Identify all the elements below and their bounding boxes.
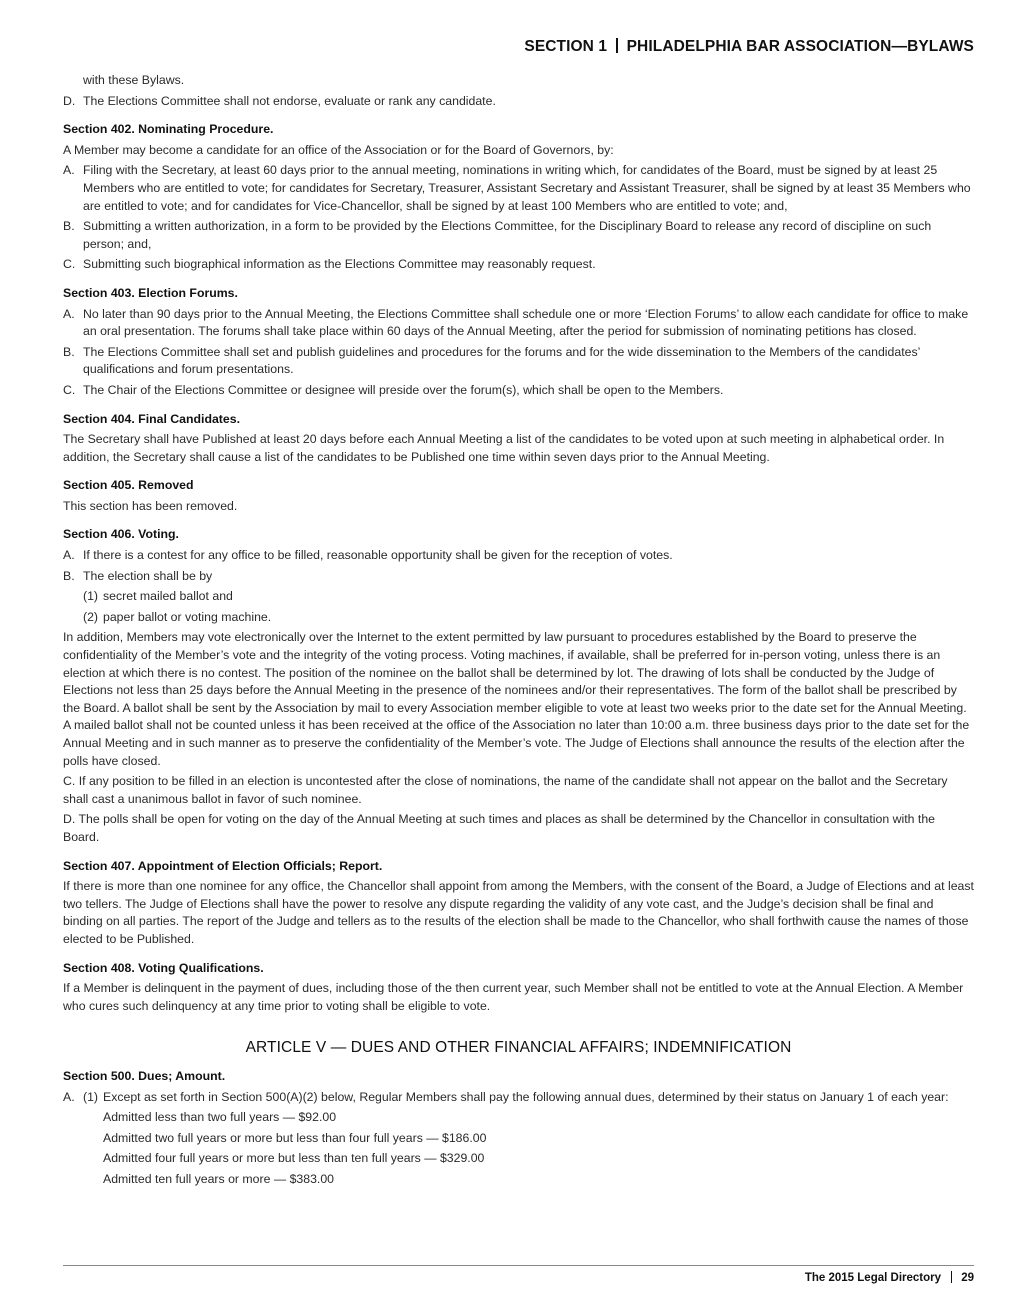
- paragraph: This section has been removed.: [63, 498, 238, 513]
- list-item: A. (1) Except as set forth in Section 500(A)(2) below, Regular Members shall pay the following annual dues, determined by their status on January 1 of each year:: [63, 1089, 949, 1104]
- list-item: A. If there is a contest for any office to be filled, reasonable opportunity shall be given for the reception of votes.: [63, 548, 673, 563]
- page-number: 29: [961, 1272, 974, 1284]
- sub-list-item: (2) paper ballot or voting machine.: [83, 609, 272, 624]
- section-heading: Section 406. Voting.: [63, 527, 179, 542]
- footer-divider: [951, 1271, 952, 1283]
- section-heading: Section 407. Appointment of Election Officials; Report.: [63, 858, 383, 873]
- section-heading: Section 408. Voting Qualifications.: [63, 960, 264, 975]
- section-heading: Section 404. Final Candidates.: [63, 411, 240, 426]
- section-heading: Section 405. Removed: [63, 478, 194, 493]
- dues-line: Admitted less than two full years — $92.00: [103, 1110, 337, 1125]
- paragraph: If a Member is delinquent in the payment of dues, including those of the then current year, such Member shall not be entitled to vote at the Annual Election. A Member who cures such delinquency at any time prior to voting shall be eligible to vote.: [63, 981, 964, 1013]
- dues-line: Admitted ten full years or more — $383.00: [103, 1171, 335, 1186]
- list-item: D. The Elections Committee shall not endorse, evaluate or rank any candidate.: [63, 93, 496, 108]
- list-item: A. No later than 90 days prior to the Annual Meeting, the Elections Committee shall schedule one or more ‘Election Forums’ to allow each candidate for office to make an oral presentation. The forums shall take place within 60 days of the Annual Meeting, after the period for submission of nominating petitions has closed.: [63, 306, 969, 339]
- paragraph: In addition, Members may vote electronically over the Internet to the extent permitted by law pursuant to procedures established by the Board to preserve the confidentiality of the Member’s vote and the integrity of the voting process. Voting machines, if available, shall be preferred for in-person voting, unless there is an election at which there is no contest. The position of the nominee on the ballot shall be determined by lot. The drawing of lots shall be conducted by the Judge of Elections not less than 25 days before the Annual Meeting in the presence of the nominees and/or their representatives. The form of the ballot shall be prescribed by the Board. A ballot shall be sent by the Association by mail to every Association member eligible to vote at least two weeks prior to the date set for the Annual Meeting. A mailed ballot shall not be counted unless it has been received at the office of the Association no later than 10:00 a.m. three business days prior to the date set for the Annual Meeting and in such manner as to preserve the confidentiality of the Member’s vote. The Judge of Elections shall announce the results of the election after the polls have closed.: [63, 630, 970, 768]
- sub-list-item: (1) secret mailed ballot and: [83, 589, 233, 604]
- paragraph: If there is more than one nominee for any office, the Chancellor shall appoint from among the Members, with the consent of the Board, a Judge of Elections and at least two tellers. The Judge of Elections shall have the power to resolve any dispute regarding the validity of any vote cast, and the Judge’s decision shall be final and binding on all parties. The report of the Judge and tellers as to the results of the election shall be made to the Chancellor, who shall forthwith cause the names of those elected to be Published.: [63, 879, 974, 946]
- list-item: A. Filing with the Secretary, at least 60 days prior to the annual meeting, nominations in writing which, for candidates of the Board, must be signed by at least 25 Members who are entitled to vote; for candidates for Secretary, Treasurer, Assistant Secretary and Assistant Treasurer, shall be signed by at least 35 Members who are entitled to vote; and for candidates for Vice-Chancellor, shall be signed by at least 100 Members who are entitled to vote; and,: [63, 163, 971, 213]
- continued-text: with these Bylaws.: [83, 73, 185, 87]
- header-section: SECTION 1: [524, 38, 608, 55]
- page-footer: [805, 1271, 974, 1284]
- dues-line: Admitted four full years or more but less than ten full years — $329.00: [103, 1151, 485, 1166]
- list-item: C. The Chair of the Elections Committee or designee will preside over the forum(s), which shall be open to the Members.: [63, 382, 724, 397]
- paragraph: A Member may become a candidate for an office of the Association or for the Board of Governors, by:: [63, 142, 614, 157]
- section-heading: Section 500. Dues; Amount.: [63, 1068, 226, 1083]
- paragraph: D. The polls shall be open for voting on the day of the Annual Meeting at such times and places as shall be determined by the Chancellor in consultation with the Board.: [63, 812, 936, 844]
- dues-line: Admitted two full years or more but less than four full years — $186.00: [103, 1130, 487, 1145]
- section-heading: Section 402. Nominating Procedure.: [63, 122, 274, 137]
- list-item: B. The election shall be by: [63, 568, 213, 583]
- footer-publication: The 2015 Legal Directory: [804, 1272, 942, 1284]
- header-title: PHILADELPHIA BAR ASSOCIATION—BYLAWS: [626, 38, 974, 55]
- list-item: C. Submitting such biographical information as the Elections Committee may reasonably request.: [63, 257, 596, 272]
- header-divider: [616, 38, 618, 53]
- list-item: B. The Elections Committee shall set and publish guidelines and procedures for the forums and for the wide dissemination to the Members of the candidates’ qualifications and forum presentations.: [63, 344, 920, 377]
- paragraph: The Secretary shall have Published at least 20 days before each Annual Meeting a list of the candidates to be voted upon at such meeting in alphabetical order. In addition, the Secretary shall cause a list of the candidates to be Published one time within seven days prior to the Annual Meeting.: [63, 432, 945, 464]
- footer-rule: [63, 1265, 974, 1266]
- page-body: [63, 72, 974, 1191]
- list-item: B. Submitting a written authorization, in a form to be provided by the Elections Committee, for the Disciplinary Board to release any record of discipline on such person; and,: [63, 219, 932, 251]
- paragraph: C. If any position to be filled in an election is uncontested after the close of nominations, the name of the candidate shall not appear on the ballot and the Secretary shall cast a unanimous ballot in favor of such nominee.: [63, 774, 948, 806]
- section-heading: Section 403. Election Forums.: [63, 285, 238, 300]
- article-heading: ARTICLE V — DUES AND OTHER FINANCIAL AFFAIRS; INDEMNIFICATION: [245, 1039, 792, 1057]
- running-header: [524, 38, 974, 56]
